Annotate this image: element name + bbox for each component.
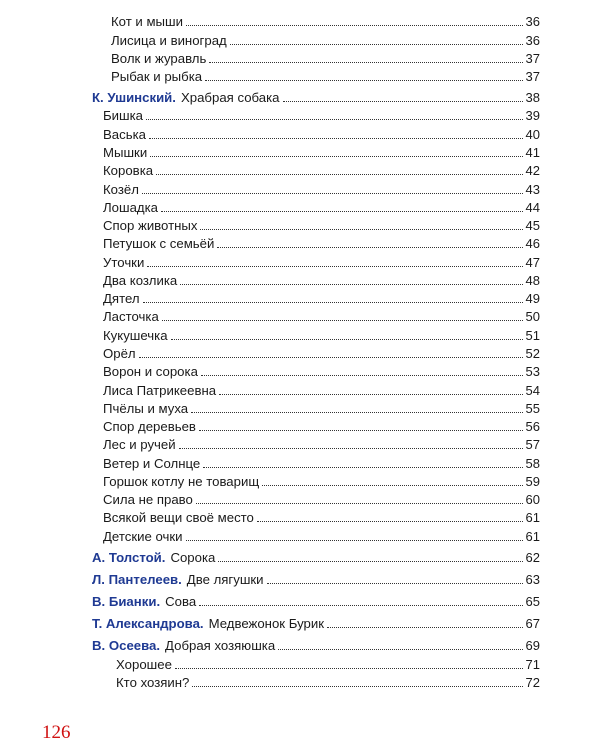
toc-entry — [103, 527, 540, 545]
dot-leader — [161, 211, 523, 212]
dot-leader — [230, 44, 523, 45]
toc-entry — [103, 253, 540, 271]
toc-page: 52 — [525, 346, 540, 361]
toc-title: Лиса Патрикеевна — [103, 383, 217, 398]
toc-page: 65 — [525, 594, 540, 609]
toc-page: 38 — [525, 90, 540, 105]
toc-page: 37 — [525, 51, 540, 66]
toc-title: Спор животных — [103, 218, 198, 233]
dot-leader — [217, 247, 522, 248]
toc-title: Сорока — [170, 550, 216, 565]
toc-title: Пчёлы и муха — [103, 401, 189, 416]
toc-title: Коровка — [103, 163, 154, 178]
toc-entry — [111, 31, 540, 49]
toc-title: Лошадка — [103, 200, 158, 215]
toc-page: 46 — [525, 236, 540, 251]
toc-title: Козёл — [103, 182, 139, 197]
toc-page: 72 — [525, 675, 540, 690]
toc-entry — [111, 67, 540, 85]
dot-leader — [199, 605, 522, 606]
toc-entry — [103, 454, 540, 472]
toc-entry — [103, 216, 540, 234]
toc-entry — [103, 161, 540, 179]
toc-title: Дятел — [103, 291, 140, 306]
toc-entry — [111, 12, 540, 30]
toc-page: 37 — [525, 69, 540, 84]
toc-page: 48 — [525, 273, 540, 288]
toc-page: 43 — [525, 182, 540, 197]
toc-page: 42 — [525, 163, 540, 178]
toc-author: Т. Александрова. — [92, 616, 204, 631]
toc-entry — [103, 106, 540, 124]
toc-title: Ветер и Солнце — [103, 456, 201, 471]
toc-entry — [92, 636, 540, 654]
toc-page: 39 — [525, 108, 540, 123]
toc-page: 45 — [525, 218, 540, 233]
dot-leader — [218, 561, 522, 562]
toc-title: Бишка — [103, 108, 143, 123]
toc-entry — [92, 88, 540, 106]
toc-entry — [103, 399, 540, 417]
toc-page: 40 — [525, 127, 540, 142]
toc-page: 53 — [525, 364, 540, 379]
toc-title: Васька — [103, 127, 146, 142]
toc-page: 62 — [525, 550, 540, 565]
toc-page: 41 — [525, 145, 540, 160]
toc-page: 60 — [525, 492, 540, 507]
dot-leader — [162, 320, 523, 321]
toc-entry — [103, 326, 540, 344]
toc-title: Храбрая собака — [180, 90, 280, 105]
toc-entry — [103, 289, 540, 307]
toc-title: Кот и мыши — [111, 14, 183, 29]
toc-page: 50 — [525, 309, 540, 324]
dot-leader — [196, 503, 523, 504]
toc-title: Детские очки — [103, 529, 183, 544]
toc-title: Всякой вещи своё место — [103, 510, 254, 525]
dot-leader — [283, 101, 523, 102]
toc-page: 58 — [525, 456, 540, 471]
toc-entry — [103, 472, 540, 490]
toc-entry — [103, 198, 540, 216]
toc-title: Ворон и сорока — [103, 364, 198, 379]
toc-entry — [116, 673, 540, 691]
toc-entry — [103, 435, 540, 453]
toc-entry — [92, 592, 540, 610]
toc-author: Л. Пантелеев. — [92, 572, 182, 587]
toc-entry — [103, 180, 540, 198]
dot-leader — [180, 284, 522, 285]
toc-page: 57 — [525, 437, 540, 452]
dot-leader — [257, 521, 523, 522]
toc-title: Сила не право — [103, 492, 193, 507]
dot-leader — [142, 193, 523, 194]
dot-leader — [146, 119, 523, 120]
toc-entry — [103, 381, 540, 399]
toc-page: 54 — [525, 383, 540, 398]
toc-entry — [103, 362, 540, 380]
toc-page: 36 — [525, 14, 540, 29]
toc-title: Уточки — [103, 255, 145, 270]
toc-title: Ласточка — [103, 309, 159, 324]
toc-author: В. Бианки. — [92, 594, 161, 609]
toc-title: Волк и журавль — [111, 51, 207, 66]
toc-page: 61 — [525, 529, 540, 544]
toc-title: Две лягушки — [186, 572, 264, 587]
toc-title: Кто хозяин? — [116, 675, 190, 690]
dot-leader — [205, 80, 522, 81]
toc-entry — [103, 490, 540, 508]
dot-leader — [147, 266, 522, 267]
dot-leader — [171, 339, 523, 340]
toc-page: 67 — [525, 616, 540, 631]
dot-leader — [186, 25, 523, 26]
toc-title: Спор деревьев — [103, 419, 196, 434]
toc-entry — [103, 125, 540, 143]
dot-leader — [143, 302, 523, 303]
toc-title: Хорошее — [116, 657, 172, 672]
dot-leader — [139, 357, 523, 358]
toc-title: Кукушечка — [103, 328, 168, 343]
dot-leader — [150, 156, 522, 157]
toc-title: Сова — [165, 594, 197, 609]
toc-page: 51 — [525, 328, 540, 343]
toc-page: 55 — [525, 401, 540, 416]
dot-leader — [175, 668, 523, 669]
dot-leader — [191, 412, 522, 413]
dot-leader — [203, 467, 522, 468]
dot-leader — [186, 540, 523, 541]
toc-entry — [111, 49, 540, 67]
page-number: 126 — [42, 722, 71, 743]
toc-title: Горшок котлу не товарищ — [103, 474, 260, 489]
toc-page: 56 — [525, 419, 540, 434]
toc-page: 36 — [525, 33, 540, 48]
toc-title: Орёл — [103, 346, 136, 361]
dot-leader — [179, 448, 523, 449]
dot-leader — [267, 583, 523, 584]
toc-title: Медвежонок Бурик — [208, 616, 324, 631]
toc-title: Рыбак и рыбка — [111, 69, 203, 84]
toc-title: Лисица и виноград — [111, 33, 227, 48]
toc-entry — [103, 508, 540, 526]
toc-author: В. Осеева. — [92, 638, 161, 653]
toc-author: А. Толстой. — [92, 550, 166, 565]
toc-page: 61 — [525, 510, 540, 525]
toc-entry — [103, 344, 540, 362]
dot-leader — [156, 174, 522, 175]
dot-leader — [262, 485, 522, 486]
dot-leader — [149, 138, 523, 139]
toc-entry — [92, 570, 540, 588]
dot-leader — [219, 394, 522, 395]
toc-entry — [103, 234, 540, 252]
toc-entry — [103, 417, 540, 435]
toc-page: 47 — [525, 255, 540, 270]
toc-page: 49 — [525, 291, 540, 306]
toc-author: К. Ушинский. — [92, 90, 176, 105]
dot-leader — [200, 229, 522, 230]
toc-page: 69 — [525, 638, 540, 653]
dot-leader — [209, 62, 522, 63]
toc-entry — [92, 548, 540, 566]
toc-page: 71 — [525, 657, 540, 672]
toc-entry — [103, 271, 540, 289]
toc-title: Лес и ручей — [103, 437, 176, 452]
toc-title: Мышки — [103, 145, 148, 160]
dot-leader — [192, 686, 522, 687]
dot-leader — [201, 375, 523, 376]
dot-leader — [327, 627, 523, 628]
toc-title: Два козлика — [103, 273, 178, 288]
toc-entry — [103, 307, 540, 325]
toc-title: Петушок с семьёй — [103, 236, 215, 251]
toc-page: 44 — [525, 200, 540, 215]
toc-page: 63 — [525, 572, 540, 587]
toc-title: Добрая хозяюшка — [165, 638, 276, 653]
toc-entry — [92, 614, 540, 632]
toc-entry — [116, 655, 540, 673]
dot-leader — [278, 649, 522, 650]
toc-entry — [103, 143, 540, 161]
toc-page: 59 — [525, 474, 540, 489]
dot-leader — [199, 430, 523, 431]
